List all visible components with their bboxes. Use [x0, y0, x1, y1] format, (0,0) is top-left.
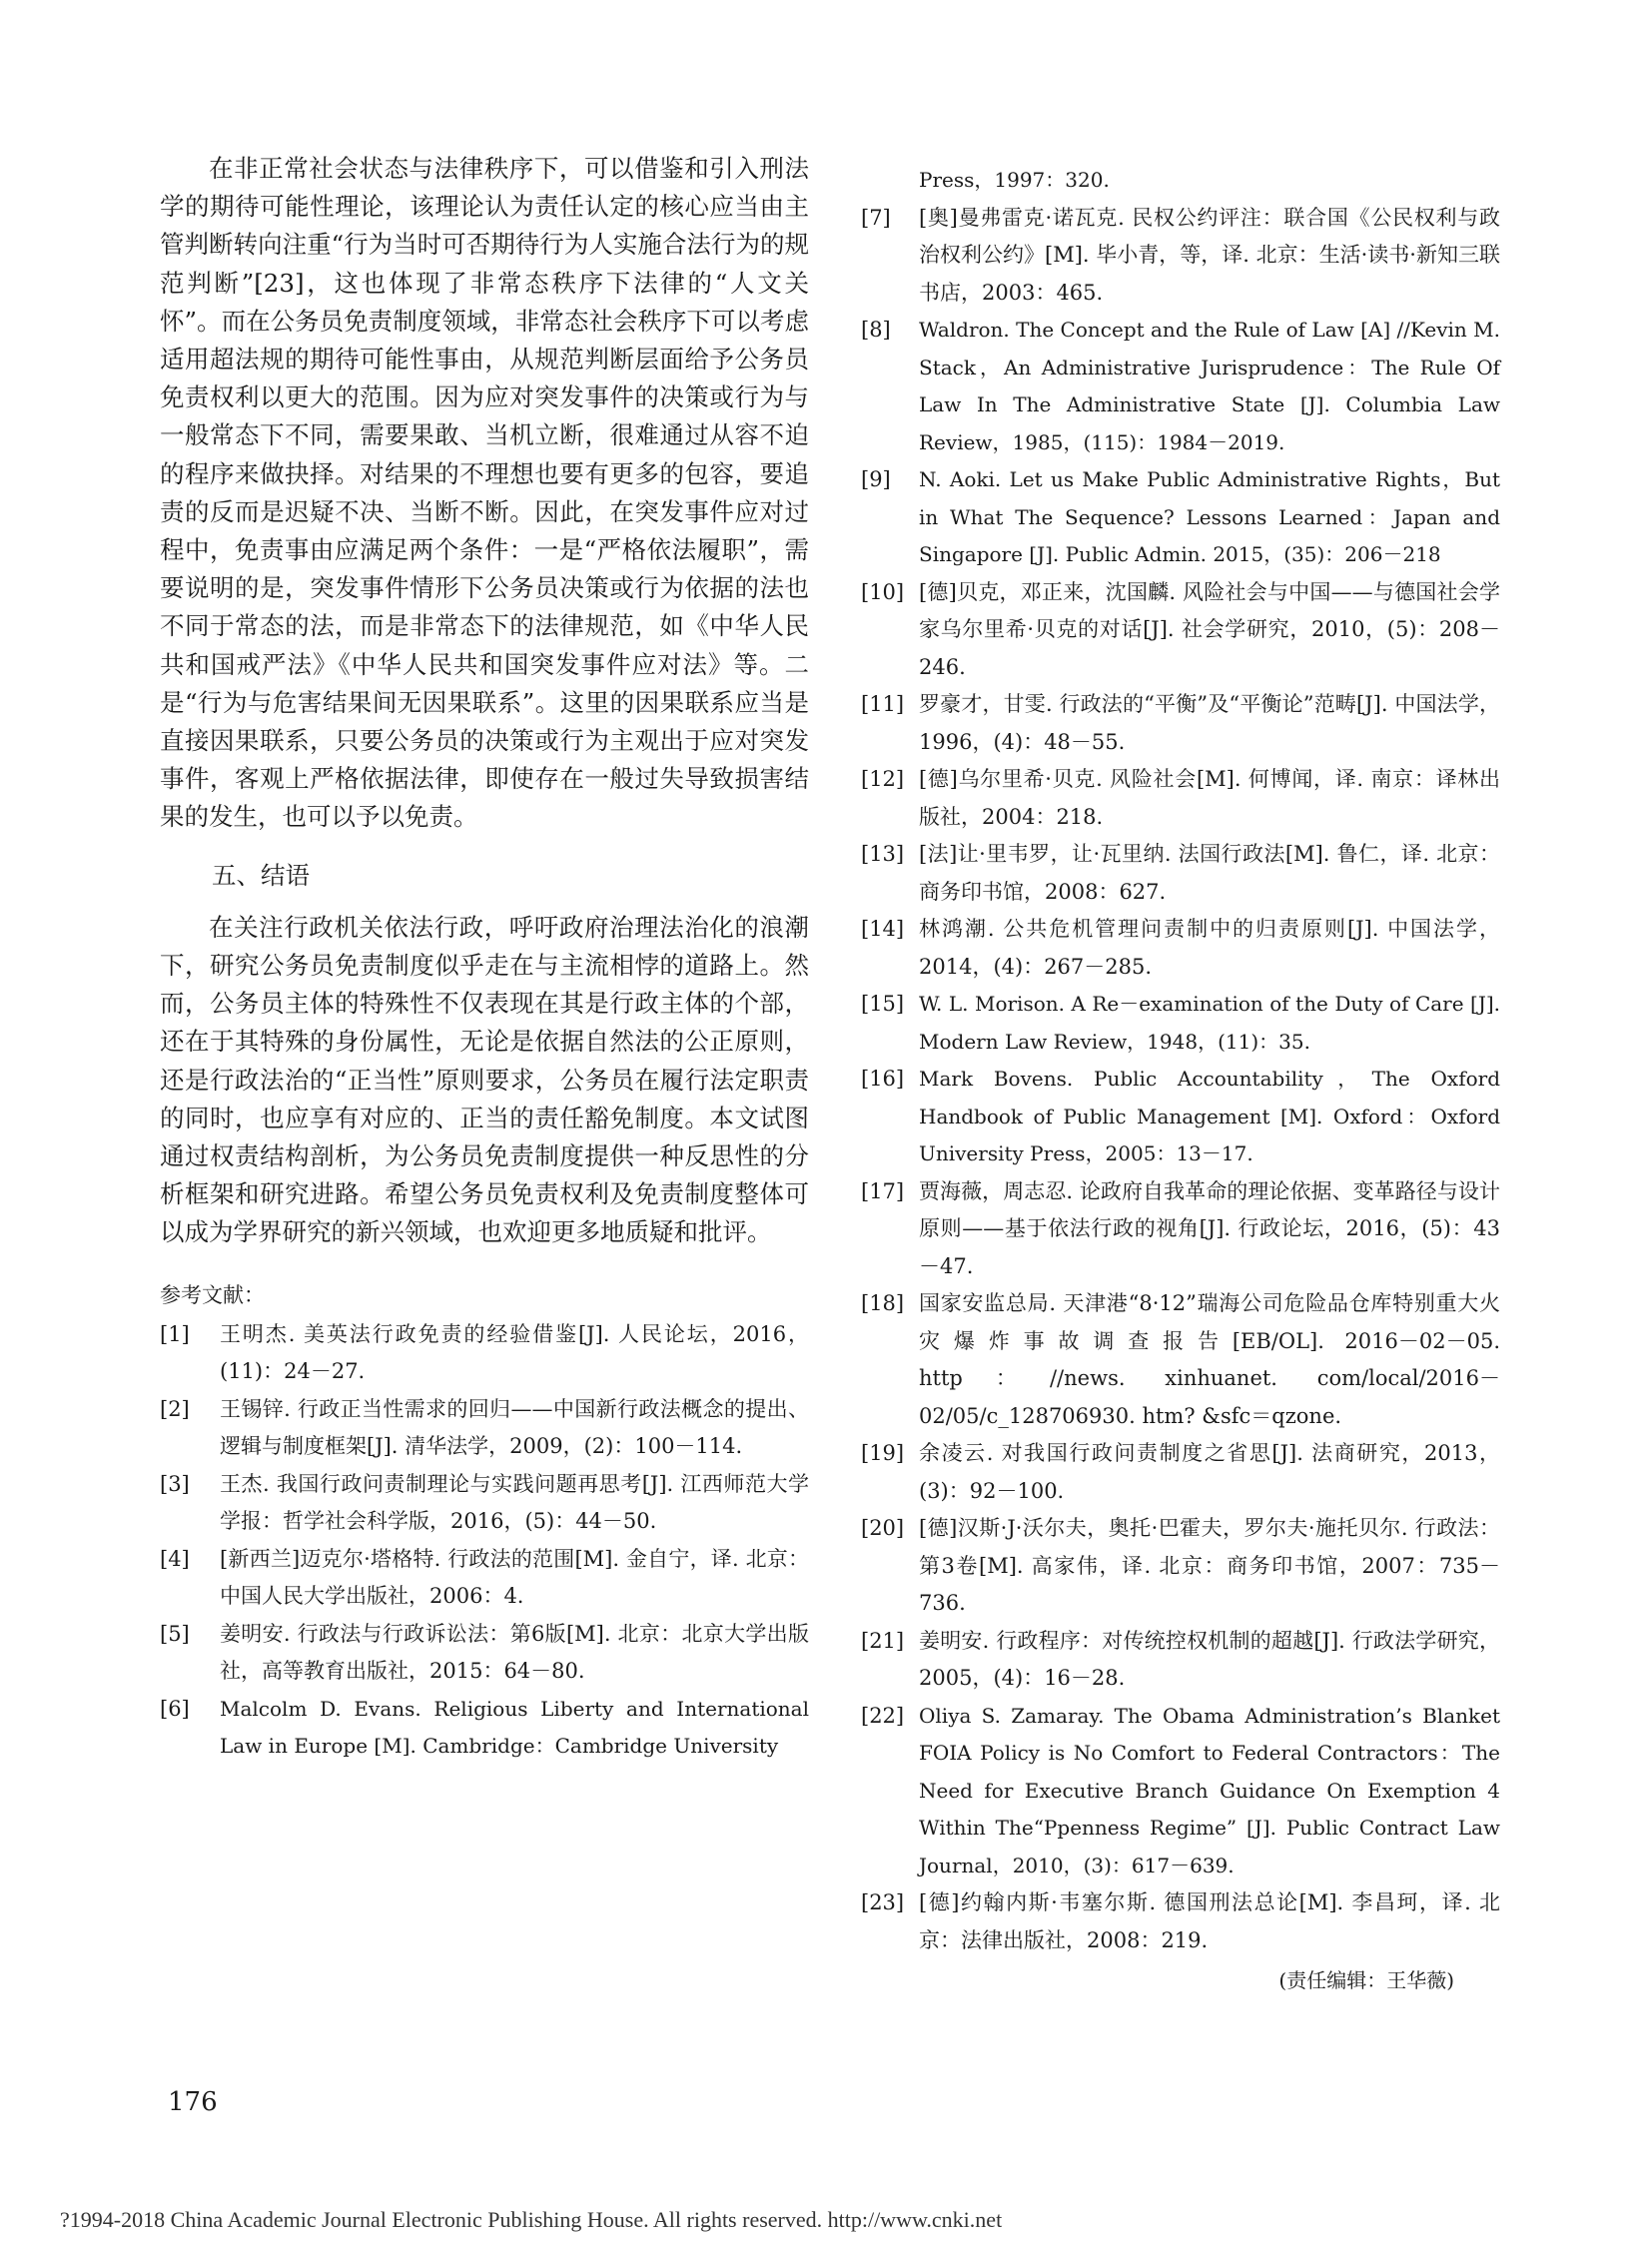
reference-number: [14]: [861, 917, 905, 941]
reference-item: [160, 1541, 809, 1616]
reference-number: [22]: [861, 1703, 905, 1728]
reference-item: [861, 200, 1500, 313]
reference-item: [861, 461, 1500, 574]
reference-continuation: [861, 162, 1500, 200]
reference-item: [160, 1316, 809, 1391]
reference-item: [861, 686, 1500, 761]
reference-item: [160, 1466, 809, 1541]
reference-text: Waldron. The Concept and the Rule of Law [A] //Kevin M. Stack，An Administrative Jurisprudence：The Rule Of Law In The Administrative State [J]. Columbia Law Review，1985，(115)：1984－2019.: [919, 318, 1500, 454]
reference-item: [861, 1285, 1500, 1435]
reference-number: [4]: [160, 1546, 190, 1571]
reference-number: [15]: [861, 992, 905, 1016]
reference-text: N. Aoki. Let us Make Public Administrative Rights，But in What The Sequence? Lessons Learned：Japan and Singapore [J]. Public Admin. 2015，(35)：206－218: [919, 467, 1500, 566]
reference-number: [9]: [861, 467, 891, 491]
copyright-footer: ?1994-2018 China Academic Journal Electronic Publishing House. All rights reserved. http://www.cnki.net: [60, 2207, 1003, 2232]
reference-number: [2]: [160, 1396, 190, 1421]
reference-text: 林鸿潮. 公共危机管理问责制中的归责原则[J]. 中国法学，2014，(4)：267－285.: [919, 917, 1500, 979]
reference-text: 王明杰. 美英法行政免责的经验借鉴[J]. 人民论坛，2016，(11)：24－27.: [220, 1321, 809, 1384]
reference-number: [17]: [861, 1178, 905, 1203]
reference-number: [23]: [861, 1890, 905, 1914]
reference-text: 贾海薇，周志忍. 论政府自我革命的理论依据、变革路径与设计原则——基于依法行政的视角[J]. 行政论坛，2016，(5)：43－47.: [919, 1178, 1500, 1278]
reference-text: Oliya S. Zamaray. The Obama Administration’s Blanket FOIA Policy is No Comfort to Federal Contractors：The Need for Executive Branch Guidance On Exemption 4 Within The“Ppenness Regime” [J]. Public Contract Law Journal，2010，(3)：617－639.: [919, 1703, 1500, 1877]
references-list-right: [861, 200, 1500, 1960]
body-paragraph: 在非正常社会状态与法律秩序下，可以借鉴和引入刑法学的期待可能性理论，该理论认为责任认定的核心应当由主管判断转向注重“行为当时可否期待行为人实施合法行为的规范判断”[23]，这也体现了非常态秩序下法律的“人文关怀”。而在公务员免责制度领域，非常态社会秩序下可以考虑适用超法规的期待可能性事由，从规范判断层面给予公务员免责权利以更大的范围。因为应对突发事件的决策或行为与一般常态下不同，需要果敢、当机立断，很难通过从容不迫的程序来做抉择。对结果的不理想也要有更多的包容，要追责的反而是迟疑不决、当断不断。因此，在突发事件应对过程中，免责事由应满足两个条件：一是“严格依法履职”，需要说明的是，突发事件情形下公务员决策或行为依据的法也不同于常态的法，而是非常态下的法律规范，如《中华人民共和国戒严法》《中华人民共和国突发事件应对法》等。二是“行为与危害结果间无因果联系”。这里的因果联系应当是直接因果联系，只要公务员的决策或行为主观出于应对突发事件，客观上严格依据法律，即使存在一般过失导致损害结果的发生，也可以予以免责。: [160, 154, 809, 832]
reference-text: 姜明安. 行政法与行政诉讼法：第6版[M]. 北京：北京大学出版社，高等教育出版社，2015：64－80.: [220, 1621, 809, 1684]
reference-number: [21]: [861, 1628, 905, 1653]
reference-item: [160, 1691, 809, 1766]
reference-number: [10]: [861, 579, 905, 604]
reference-number: [6]: [160, 1696, 190, 1721]
reference-text: 罗豪才，甘雯. 行政法的“平衡”及“平衡论”范畴[J]. 中国法学，1996，(4)：48－55.: [919, 692, 1500, 754]
reference-text: [德]汉斯·J·沃尔夫，奥托·巴霍夫，罗尔夫·施托贝尔. 行政法：第3卷[M]. 高家伟，译. 北京：商务印书馆，2007：735－736.: [919, 1516, 1500, 1615]
editor-note: (责任编辑：王华薇): [1278, 1968, 1454, 1992]
reference-item: [861, 312, 1500, 461]
reference-number: [3]: [160, 1471, 190, 1496]
reference-text: [德]约翰内斯·韦塞尔斯. 德国刑法总论[M]. 李昌珂，译. 北京：法律出版社，2008：219.: [919, 1890, 1500, 1952]
reference-text: [新西兰]迈克尔·塔格特. 行政法的范围[M]. 金自宁，译. 北京：中国人民大学出版社，2006：4.: [220, 1546, 809, 1609]
reference-number: [11]: [861, 692, 905, 716]
ref6-continued: Press，1997：320.: [919, 168, 1110, 192]
reference-text: Mark Bovens. Public Accountability，The Oxford Handbook of Public Management [M]. Oxford：Oxford University Press，2005：13－17.: [919, 1067, 1500, 1165]
reference-item: [861, 1061, 1500, 1173]
reference-item: [861, 836, 1500, 911]
reference-number: [20]: [861, 1516, 905, 1540]
reference-item: [861, 986, 1500, 1061]
reference-text: 王锡锌. 行政正当性需求的回归——中国新行政法概念的提出、逻辑与制度框架[J]. 清华法学，2009，(2)：100－114.: [220, 1396, 809, 1459]
section-heading: 五、结语: [212, 860, 310, 890]
reference-text: W. L. Morison. A Re－examination of the Duty of Care [J]. Modern Law Review，1948，(11)：35.: [919, 992, 1500, 1054]
page-number: 176: [168, 2087, 218, 2117]
reference-item: [861, 911, 1500, 986]
conclusion-paragraph: 在关注行政机关依法行政，呼吁政府治理法治化的浪潮下，研究公务员免责制度似乎走在与主流相悖的道路上。然而，公务员主体的特殊性不仅表现在其是行政主体的个部，还在于其特殊的身份属性，无论是依据自然法的公正原则，还是行政法治的“正当性”原则要求，公务员在履行法定职责的同时，也应享有对应的、正当的责任豁免制度。本文试图通过权责结构剖析，为公务员免责制度提供一种反思性的分析框架和研究进路。希望公务员免责权利及免责制度整体可以成为学界研究的新兴领域，也欢迎更多地质疑和批评。: [160, 912, 809, 1247]
reference-item: [861, 574, 1500, 687]
reference-text: 国家安监总局. 天津港“8·12”瑞海公司危险品仓库特别重大火灾爆炸事故调查报告[EB/OL]. 2016－02－05. http：//news. xinhuanet. com/local/2016－02/05/c_128706930. htm? &sfc＝qzone.: [919, 1291, 1500, 1428]
reference-text: [德]乌尔里希·贝克. 风险社会[M]. 何博闻，译. 南京：译林出版社，2004：218.: [919, 767, 1500, 829]
references-title: 参考文献：: [160, 1282, 265, 1307]
reference-item: [861, 1510, 1500, 1623]
reference-text: 姜明安. 行政程序：对传统控权机制的超越[J]. 行政法学研究，2005，(4)：16－28.: [919, 1628, 1500, 1690]
reference-number: [1]: [160, 1321, 190, 1346]
reference-item: [160, 1391, 809, 1466]
reference-item: [861, 1173, 1500, 1286]
reference-text: [法]让·里韦罗，让·瓦里纳. 法国行政法[M]. 鲁仁，译. 北京：商务印书馆，2008：627.: [919, 842, 1500, 904]
reference-item: [861, 1698, 1500, 1885]
reference-number: [16]: [861, 1067, 905, 1091]
reference-number: [7]: [861, 205, 891, 230]
right-column: [861, 162, 1500, 1995]
reference-item: [861, 1884, 1500, 1959]
reference-text: [德]贝克，邓正来，沈国麟. 风险社会与中国——与德国社会学家乌尔里希·贝克的对话[J]. 社会学研究，2010，(5)：208－246.: [919, 579, 1500, 679]
reference-text: [奥]曼弗雷克·诺瓦克. 民权公约评注：联合国《公民权利与政治权利公约》[M]. 毕小青，等，译. 北京：生活·读书·新知三联书店，2003：465.: [919, 205, 1500, 305]
reference-number: [18]: [861, 1291, 905, 1315]
reference-number: [13]: [861, 842, 905, 866]
reference-item: [861, 761, 1500, 836]
reference-number: [5]: [160, 1621, 190, 1646]
references-list-left: [160, 1316, 809, 1766]
reference-item: [160, 1616, 809, 1691]
reference-number: [19]: [861, 1441, 905, 1465]
reference-number: [8]: [861, 318, 891, 342]
reference-item: [861, 1435, 1500, 1510]
reference-text: 王杰. 我国行政问责制理论与实践问题再思考[J]. 江西师范大学学报：哲学社会科学版，2016，(5)：44－50.: [220, 1471, 809, 1534]
reference-text: 余凌云. 对我国行政问责制度之省思[J]. 法商研究，2013，(3)：92－100.: [919, 1441, 1500, 1503]
reference-number: [12]: [861, 767, 905, 791]
left-column: [160, 150, 809, 1766]
reference-text: Malcolm D. Evans. Religious Liberty and International Law in Europe [M]. Cambridge：Cambridge University: [220, 1696, 809, 1759]
reference-item: [861, 1623, 1500, 1698]
